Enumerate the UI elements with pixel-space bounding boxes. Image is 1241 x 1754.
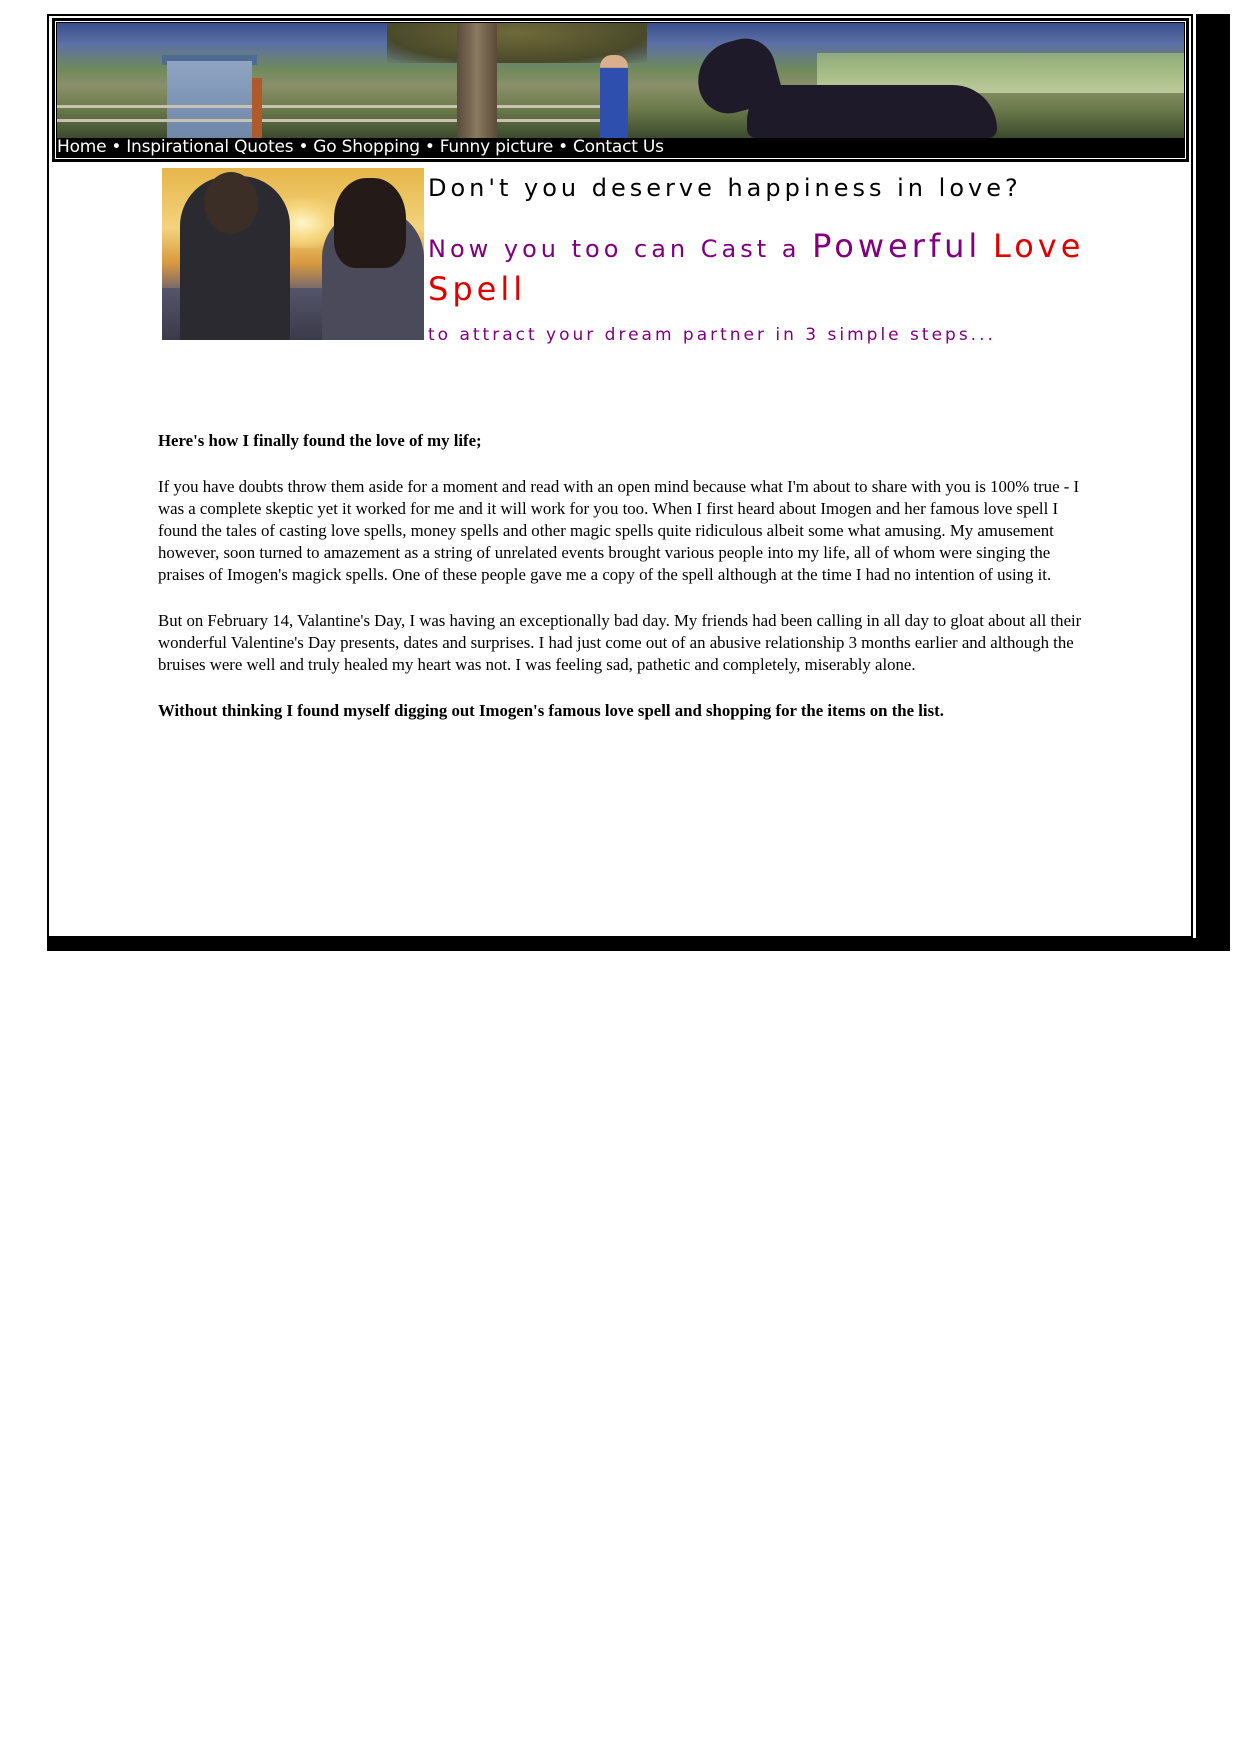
hero-subline-lead: Now you too can Cast a [428,235,801,263]
page-frame [47,14,1193,938]
hero-tagline: to attract your dream partner in 3 simple steps... [428,325,996,345]
nav-inspirational-quotes-link[interactable]: Inspirational Quotes [126,137,294,157]
nav-go-shopping-link[interactable]: Go Shopping [313,137,420,157]
banner-horse-body [747,85,997,138]
nav-separator: • [111,137,122,157]
nav-contact-us-link[interactable]: Contact Us [572,137,664,157]
article-paragraph-2: But on February 14, Valantine's Day, I was having an exceptionally bad day. My friends had been calling in all day to gloat about all their wonderful Valentine's Day presents, dates and surprises. I had just come out of an abusive relationship 3 months earlier and although the bruises were well and truly healed my heart was not. I was feeling sad, pathetic and completely, miserably alone. [158,611,1082,674]
hero-subline-powerful: Powerful [812,227,982,265]
banner-fence [57,105,617,108]
hero-subline-love: Love [992,227,1085,265]
header-banner-image [57,23,1184,138]
hero-text [428,172,1188,346]
banner-tree-trunk [457,23,497,138]
site-header [52,18,1189,162]
hero-headline: Don't you deserve happiness in love? [428,174,1022,202]
nav-home-link[interactable]: Home [57,137,107,157]
frame-shadow-right [1196,14,1230,951]
article-paragraph-1: If you have doubts throw them aside for a moment and read with an open mind because what I'm about to share with you is 100% true - I was a complete skeptic yet it worked for me and it will work for you too. When I first heard about Imogen and her famous love spell I found the tales of casting love spells, money spells and other magic spells quite ridiculous albeit some what amusing. My amusement however, soon turned to amazement as a string of unrelated events brought various people into my life, all of whom were singing the praises of Imogen's magick spells. One of these people gave me a copy of the spell although at the time I had no intention of using it. [158,477,1080,584]
hero-subline-spell: Spell [428,270,527,308]
banner-person [600,55,628,138]
banner-shed [167,61,252,138]
article-intro: Here's how I finally found the love of my life; [158,431,482,450]
frame-shadow-bottom [47,938,1230,951]
nav-separator: • [558,137,568,157]
nav-separator: • [424,137,435,157]
banner-post [252,78,262,138]
article-closing: Without thinking I found myself digging out Imogen's famous love spell and shopping for the items on the list. [158,701,944,720]
photo-woman-hair [334,178,406,268]
main-nav [57,137,664,159]
couple-photo [162,168,424,340]
nav-separator: • [298,137,309,157]
photo-man-head [204,172,258,234]
hero-subline [428,226,1188,312]
nav-funny-picture-link[interactable]: Funny picture [439,137,554,157]
article-content [158,430,1088,746]
